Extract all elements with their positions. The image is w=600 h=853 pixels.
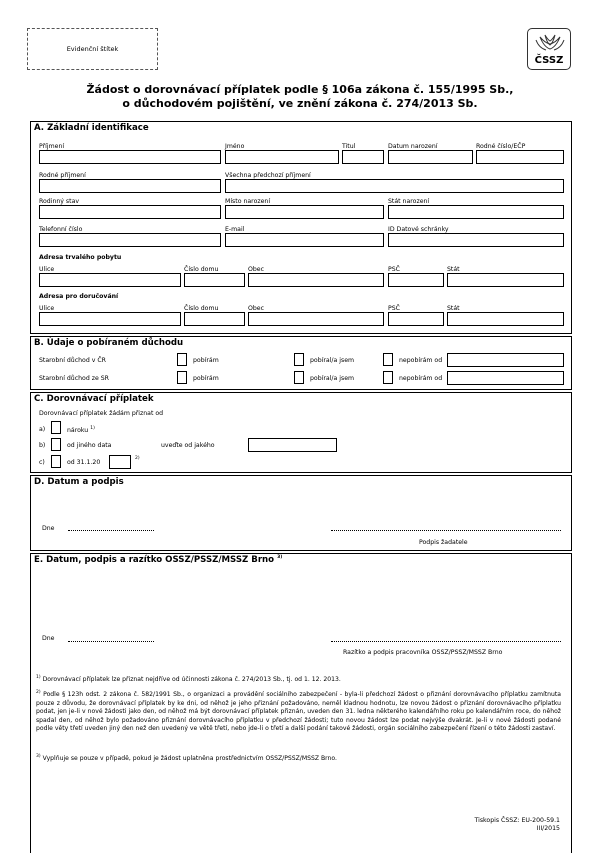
signature-line-d[interactable]	[331, 530, 561, 531]
footnote-ref-3: 3)	[277, 555, 283, 561]
cssz-logo	[527, 28, 571, 70]
tulip-logo-icon	[528, 31, 572, 57]
section-b-title: B. Údaje o pobíraném důchodu	[34, 338, 184, 348]
form-title-line2: o důchodovém pojištění, ve znění zákona č. 274/2013 Sb.	[122, 97, 478, 110]
state-label-2: Stát	[447, 305, 460, 312]
pension-cz-not-receiving-checkbox[interactable]	[383, 353, 393, 366]
pension-sr-not-receiving-label: nepobírám od	[399, 375, 443, 382]
data-box-label: ID Datové schránky	[388, 226, 449, 233]
name-field[interactable]	[225, 150, 339, 164]
birth-place-field[interactable]	[225, 205, 384, 219]
pension-cz-receiving-checkbox[interactable]	[177, 353, 187, 366]
footnote-ref-2: 2)	[135, 456, 140, 461]
state-field-1[interactable]	[447, 273, 564, 287]
option-b-checkbox[interactable]	[51, 438, 61, 451]
email-label: E-mail	[225, 226, 245, 233]
pension-cz-label: Starobní důchod v ČR	[39, 357, 106, 364]
pension-sr-received-checkbox[interactable]	[294, 371, 304, 384]
birth-number-label: Rodné číslo/EČP	[476, 143, 526, 150]
footnote-1: $^{1)}$ Dorovnávací příplatek lze přiznat nejdříve od účinnosti zákona č. 274/2013 Sb., tj. od 1. 12. 2013.	[36, 675, 341, 684]
section-a-title: A. Základní identifikace	[34, 123, 149, 133]
form-code	[475, 817, 560, 833]
option-a-letter: a)	[39, 426, 46, 433]
previous-names-label: Všechna předchozí příjmení	[225, 172, 311, 179]
pension-sr-receiving-checkbox[interactable]	[177, 371, 187, 384]
pension-sr-not-receiving-date[interactable]	[447, 371, 564, 385]
date-line-d[interactable]	[68, 530, 154, 531]
phone-label: Telefonní číslo	[39, 226, 83, 233]
supplement-intro: Dorovnávací příplatek žádám přiznat od	[39, 410, 164, 417]
house-number-label-2: Číslo domu	[184, 305, 219, 312]
pension-cz-receiving-label: pobírám	[193, 357, 219, 364]
birth-place-label: Místo narození	[225, 198, 271, 205]
date-label-e: Dne	[42, 635, 55, 642]
pension-cz-not-receiving-label: nepobírám od	[399, 357, 443, 364]
phone-field[interactable]	[39, 233, 221, 247]
date-label-d: Dne	[42, 525, 55, 532]
applicant-signature-label: Podpis žadatele	[419, 539, 468, 546]
street-label-1: Ulice	[39, 266, 55, 273]
pension-cz-not-receiving-date[interactable]	[447, 353, 564, 367]
municipality-label-1: Obec	[248, 266, 265, 273]
street-label-2: Ulice	[39, 305, 55, 312]
zip-field-2[interactable]	[388, 312, 444, 326]
option-a-checkbox[interactable]	[51, 421, 61, 434]
footnote-3: $^{3)}$ Vyplňuje se pouze v případě, pokud je žádost uplatněna prostřednictvím OSSZ/PSSZ/MSSZ Brno.	[36, 754, 337, 763]
signature-line-e[interactable]	[331, 641, 561, 642]
previous-names-field[interactable]	[225, 179, 564, 193]
house-number-field-2[interactable]	[184, 312, 245, 326]
street-field-2[interactable]	[39, 312, 181, 326]
office-signature-label: Razítko a podpis pracovníka OSSZ/PSSZ/MSSZ Brno	[343, 649, 503, 656]
option-c-letter: c)	[39, 459, 45, 466]
permanent-address-heading: Adresa trvalého pobytu	[39, 254, 122, 261]
footnote-ref-1: 1)	[90, 426, 95, 431]
delivery-address-heading: Adresa pro doručování	[39, 293, 119, 300]
option-c-checkbox[interactable]	[51, 455, 61, 468]
section-e-title: E. Datum, podpis a razítko OSSZ/PSSZ/MSSZ Brno $^{3)}$	[34, 555, 283, 565]
option-b-hint: uveďte od jakého	[161, 442, 215, 449]
municipality-label-2: Obec	[248, 305, 265, 312]
degree-field[interactable]	[342, 150, 384, 164]
date-line-e[interactable]	[68, 641, 154, 642]
pension-sr-receiving-label: pobírám	[193, 375, 219, 382]
surname-label: Příjmení	[39, 143, 65, 150]
birth-number-field[interactable]	[476, 150, 564, 164]
birth-date-field[interactable]	[388, 150, 473, 164]
birth-country-label: Stát narození	[388, 198, 430, 205]
birth-country-field[interactable]	[388, 205, 564, 219]
logo-text: ČSSZ	[534, 55, 564, 66]
zip-label-1: PSČ	[388, 266, 400, 273]
data-box-field[interactable]	[388, 233, 564, 247]
evidence-label-box	[27, 28, 158, 70]
section-b-pension	[30, 336, 572, 390]
section-c-title: C. Dorovnávací příplatek	[34, 394, 154, 404]
option-b-date-field[interactable]	[248, 438, 337, 452]
section-a-identification	[30, 121, 572, 334]
section-d-signature	[30, 475, 572, 551]
name-label: Jméno	[225, 143, 245, 150]
municipality-field-1[interactable]	[248, 273, 384, 287]
pension-cz-received-label: pobíral/a jsem	[310, 357, 355, 364]
state-label-1: Stát	[447, 266, 460, 273]
state-field-2[interactable]	[447, 312, 564, 326]
form-code-line2: III/2015	[536, 825, 560, 832]
zip-label-2: PSČ	[388, 305, 400, 312]
option-b-letter: b)	[39, 442, 46, 449]
birth-date-label: Datum narození	[388, 143, 438, 150]
pension-sr-label: Starobní důchod ze SR	[39, 375, 109, 382]
email-field[interactable]	[225, 233, 384, 247]
surname-field[interactable]	[39, 150, 221, 164]
street-field-1[interactable]	[39, 273, 181, 287]
zip-field-1[interactable]	[388, 273, 444, 287]
form-code-line1: Tiskopis ČSSZ: EU-200-59.1	[474, 817, 560, 824]
evidence-label-text: Evidenční štítek	[66, 45, 119, 53]
option-a-label: nároku $^{1)}$	[67, 426, 95, 435]
pension-cz-received-checkbox[interactable]	[294, 353, 304, 366]
municipality-field-2[interactable]	[248, 312, 384, 326]
pension-sr-received-label: pobíral/a jsem	[310, 375, 355, 382]
marital-status-field[interactable]	[39, 205, 221, 219]
house-number-field-1[interactable]	[184, 273, 245, 287]
option-c-label: od 31.1.20	[67, 459, 101, 466]
degree-label: Titul	[342, 143, 356, 150]
footnote-2: $^{2)}$ Podle § 123h odst. 2 zákona č. 582/1991 Sb., o organizaci a provádění sociálního zabezpečení - byla-li předchozí žádost o přiznání dorovnávacího příplatku zamítnuta pouze z důvodu, že dorovnávací příplatek by ke dni, od něhož je jeho přiznání požadováno, neměl kladnou hodnotu, lze novou žádost o přiznání dorovnávacího příplatku podat, jen je-li v nové žádosti jako den, od něhož má být dorovnávací příplatek přiznán, uveden den 31. ledna některého kalendářního roku po kalendářním roce, do něhož spadal den, od něhož bylo požadováno přiznání dorovnávacího příplatku v předchozí žádosti; tuto novou žádost lze podat nejvýše dvakrát. Je-li v nové žádosti podané podle věty třetí uveden jiný den než den uvedený ve větě třetí, nebo jde-li o třetí a další podání takové žádosti, orgán sociálního zabezpečení řízení o této žádosti zastaví.	[36, 690, 562, 733]
section-d-title: D. Datum a podpis	[34, 477, 124, 487]
maiden-name-field[interactable]	[39, 179, 221, 193]
section-c-supplement	[30, 392, 572, 473]
marital-status-label: Rodinný stav	[39, 198, 80, 205]
pension-sr-not-receiving-checkbox[interactable]	[383, 371, 393, 384]
option-c-year-field[interactable]	[109, 455, 131, 469]
form-title-line1: Žádost o dorovnávací příplatek podle § 106a zákona č. 155/1995 Sb.,	[86, 83, 514, 96]
maiden-name-label: Rodné příjmení	[39, 172, 86, 179]
option-b-label: od jiného data	[67, 442, 112, 449]
house-number-label-1: Číslo domu	[184, 266, 219, 273]
